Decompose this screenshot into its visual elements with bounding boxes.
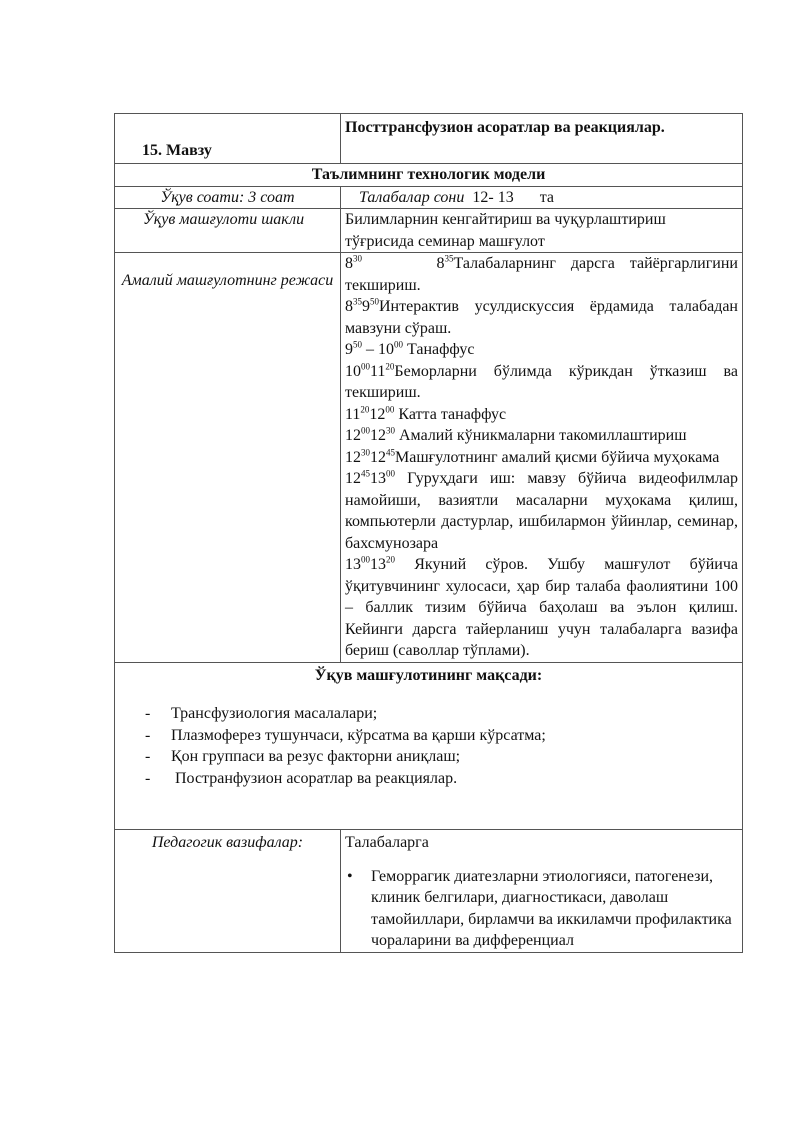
bullet-icon: • [347, 867, 353, 885]
plan-item: $12^{00}12^{30}$ Амалий кўникмаларни такомиллаштириш [345, 425, 687, 444]
pedagogic-intro: Талабаларга [345, 834, 429, 851]
topic-title: Посттрансфузион асоратлар ва реакциялар. [341, 114, 743, 164]
dash-icon: - [145, 769, 151, 787]
dash-icon: - [145, 726, 151, 744]
plan-item: $8^{35}9^{50}Интерактив$ усулдискуссия ёрдамида талабадан мавзуни сўраш. [345, 296, 738, 337]
plan-item: $13^{00}13^{20}$ Якуний сўров. Ушбу машғулот бўйича ўқитувчининг хулосаси, ҳар бир талаба фаолиятини 100 – баллик тизим бўйича баҳолаш ва эълон қилиш. Кейинги дарсга тайерланиш учун талабаларга вазифа бериш (саволлар тўплами). [345, 554, 738, 659]
plan-item: $11^{20}12^{00}$ Катта танаффус [345, 404, 507, 423]
pedagogic-label: Педагогик вазифалар: [115, 830, 341, 953]
pedagogic-bullet-item: • Геморрагик диатезларни этиологияси, патогенези, клиник белгилари, диагностикаси, даволаш тамойиллари, бирламчи ва иккиламчи профилактика чораларини ва дифференциал [347, 867, 732, 949]
form-label-cell [115, 209, 341, 253]
plan-item: $8^{30}$ $8^{35}Талабаларнинг$ дарсга тайёргарлигини текшириш. [345, 253, 738, 294]
plan-row [115, 253, 743, 663]
dash-icon: - [145, 748, 151, 765]
form-row [115, 209, 743, 253]
model-heading: Таълимнинг технологик модели [115, 164, 743, 187]
pedagogic-cell [341, 830, 743, 953]
topic-number: 15. Мавзу [142, 141, 212, 159]
goal-item: - Постранфузион асоратлар ва реакциялар. [145, 768, 742, 790]
dash-icon: - [145, 705, 151, 722]
pedagogic-row [115, 830, 743, 953]
lesson-plan-table [114, 113, 743, 953]
plan-item: $12^{30}12^{45}Машғулотнинг$ амалий қисми бўйича муҳокама [345, 447, 720, 466]
plan-label: Амалий машғулотнинг режаси [115, 253, 341, 663]
goals-heading: Ўқув машғулотининг мақсади: [314, 666, 543, 684]
topic-number-cell [115, 114, 341, 164]
goal-item: - Қон группаси ва резус факторни аниқлаш; [145, 746, 742, 768]
form-value: Билимларнин кенгайтириш ва чуқурлаштириш тўғрисида семинар машғулот [341, 209, 743, 253]
students-cell [341, 186, 743, 209]
goals-cell [115, 662, 743, 830]
plan-item: $10^{00}11^{20}Беморларни$ бўлимда кўрикдан ўтказиш ва текшириш. [345, 361, 738, 401]
goals-row [115, 662, 743, 830]
model-heading-row [115, 164, 743, 187]
goals-list [115, 703, 742, 789]
goal-item: - Трансфузиология масалалари; [145, 703, 742, 725]
lesson-plan-sheet [114, 113, 743, 953]
hours-row [115, 186, 743, 209]
plan-item: $9^{50} - 10^{00}$ Танаффус [345, 339, 475, 358]
plan-item: $12^{45}13^{00}$ Гуруҳдаги иш: мавзу бўйича видеофилмлар намойиши, вазиятли масаларни муҳокама қилиш, компьютерли дастурлар, ишбилармон ўйинлар, семинар, бахсмунозара [345, 468, 738, 552]
goal-item: - Плазмоферез тушунчаси, кўрсатма ва қарши кўрсатма; [145, 725, 742, 747]
hours-label: Ўқув соати: 3 соат [115, 186, 341, 209]
topic-row [115, 114, 743, 164]
students-label: Талабалар сони [359, 188, 465, 206]
students-unit: та [539, 188, 554, 206]
plan-schedule [341, 253, 743, 663]
form-label: Ўқув машғулоти шакли [143, 211, 305, 228]
students-count: 12- 13 [472, 188, 514, 206]
